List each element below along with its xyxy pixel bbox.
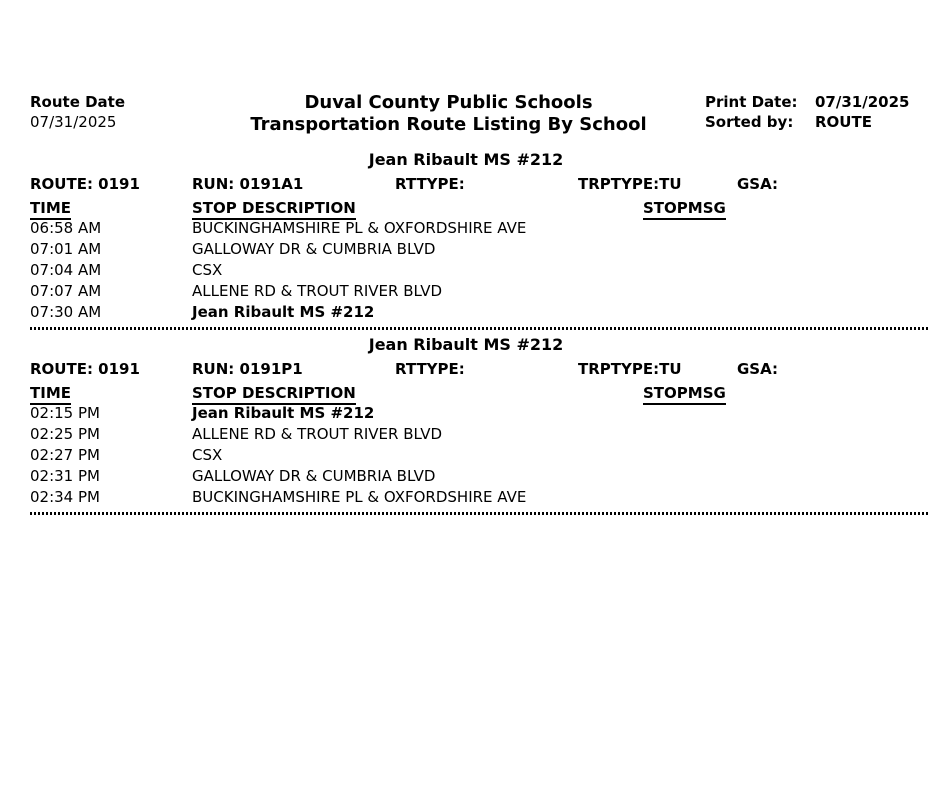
route-date-value: 07/31/2025 <box>30 113 117 131</box>
print-date-line <box>705 92 930 112</box>
report-subtitle: Transportation Route Listing By School <box>250 114 647 135</box>
stop-description: CSX <box>192 261 223 279</box>
route-section <box>30 336 930 515</box>
run-number: RUN: 0191A1 <box>192 175 304 193</box>
route-sections <box>30 151 930 515</box>
column-headers <box>30 198 930 218</box>
stop-time: 02:31 PM <box>30 467 100 485</box>
print-date-value: 07/31/2025 <box>815 93 910 111</box>
time-column-header: TIME <box>30 198 192 218</box>
stop-row <box>30 239 930 260</box>
sorted-by-label: Sorted by: <box>705 113 794 131</box>
report-title-block <box>192 92 705 136</box>
stop-description: ALLENE RD & TROUT RIVER BLVD <box>192 425 443 443</box>
route-section <box>30 151 930 330</box>
stop-row <box>30 424 930 445</box>
rttype-field: RTTYPE: <box>395 175 465 193</box>
stop-time: 06:58 AM <box>30 219 102 237</box>
stop-description: Jean Ribault MS #212 <box>192 303 375 321</box>
route-number: ROUTE: 0191 <box>30 360 140 378</box>
stop-row <box>30 281 930 302</box>
report-header <box>30 92 930 136</box>
section-divider <box>30 512 930 515</box>
stop-row <box>30 445 930 466</box>
stop-row <box>30 487 930 508</box>
trptype-field: TRPTYPE:TU <box>578 360 682 378</box>
stopmsg-column-header: STOPMSG <box>643 198 726 218</box>
route-info-line <box>30 359 930 379</box>
stop-description: CSX <box>192 446 223 464</box>
rttype-field: RTTYPE: <box>395 360 465 378</box>
stop-row <box>30 302 930 323</box>
print-date-label: Print Date: <box>705 93 798 111</box>
stop-row <box>30 403 930 424</box>
stop-description-column-header: STOP DESCRIPTION <box>192 198 643 218</box>
trptype-field: TRPTYPE:TU <box>578 175 682 193</box>
stop-time: 07:04 AM <box>30 261 102 279</box>
report-title: Duval County Public Schools <box>304 92 593 113</box>
school-name: Jean Ribault MS #212 <box>368 150 564 169</box>
stop-rows <box>30 403 930 508</box>
section-divider <box>30 327 930 330</box>
stop-time: 07:30 AM <box>30 303 102 321</box>
stop-description: BUCKINGHAMSHIRE PL & OXFORDSHIRE AVE <box>192 219 527 237</box>
stop-row <box>30 466 930 487</box>
gsa-field: GSA: <box>737 360 779 378</box>
stop-row <box>30 218 930 239</box>
route-date-block <box>30 92 192 132</box>
stop-description: GALLOWAY DR & CUMBRIA BLVD <box>192 240 436 258</box>
stop-description: GALLOWAY DR & CUMBRIA BLVD <box>192 467 436 485</box>
stop-description-column-header: STOP DESCRIPTION <box>192 383 643 403</box>
stop-description: BUCKINGHAMSHIRE PL & OXFORDSHIRE AVE <box>192 488 527 506</box>
stop-time: 07:07 AM <box>30 282 102 300</box>
stop-rows <box>30 218 930 323</box>
sorted-by-value: ROUTE <box>815 113 872 131</box>
sorted-by-line <box>705 112 930 132</box>
gsa-field: GSA: <box>737 175 779 193</box>
route-date-label: Route Date <box>30 93 126 111</box>
print-info-block <box>705 92 930 132</box>
route-info-line <box>30 174 930 194</box>
route-number: ROUTE: 0191 <box>30 175 140 193</box>
stop-time: 02:15 PM <box>30 404 100 422</box>
stop-time: 02:27 PM <box>30 446 100 464</box>
stop-row <box>30 260 930 281</box>
stop-time: 02:25 PM <box>30 425 100 443</box>
stop-time: 07:01 AM <box>30 240 102 258</box>
school-name: Jean Ribault MS #212 <box>368 335 564 354</box>
stopmsg-column-header: STOPMSG <box>643 383 726 403</box>
run-number: RUN: 0191P1 <box>192 360 303 378</box>
stop-time: 02:34 PM <box>30 488 100 506</box>
stop-description: Jean Ribault MS #212 <box>192 404 375 422</box>
column-headers <box>30 383 930 403</box>
stop-description: ALLENE RD & TROUT RIVER BLVD <box>192 282 443 300</box>
time-column-header: TIME <box>30 383 192 403</box>
